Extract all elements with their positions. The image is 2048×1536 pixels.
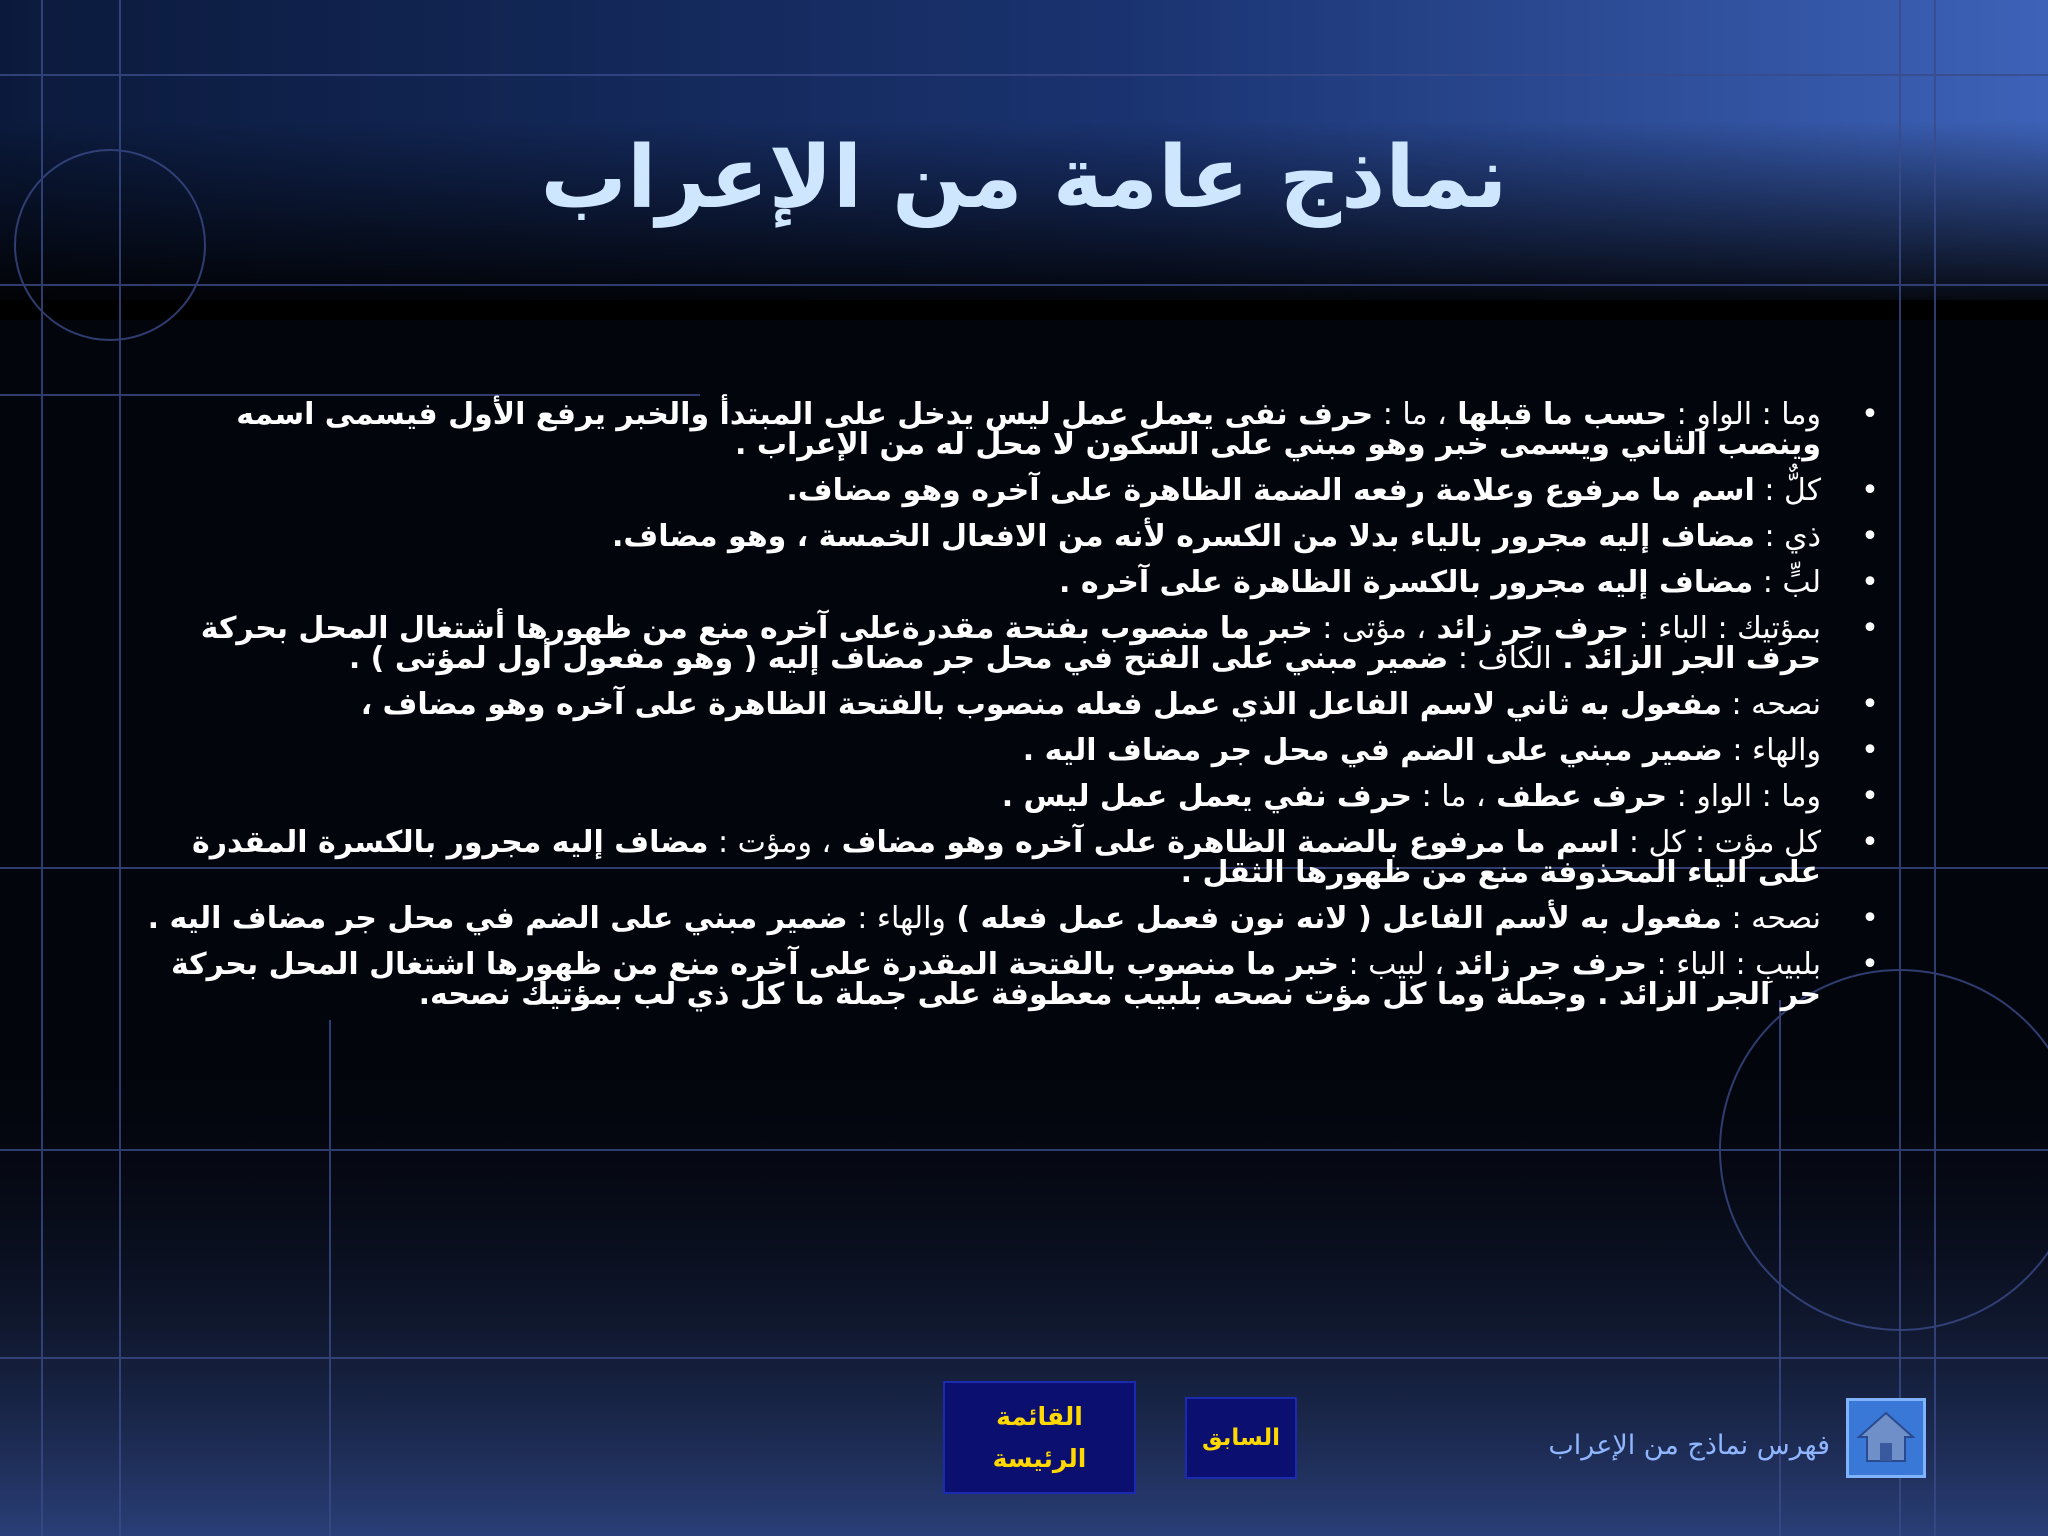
bullet-dot: • — [1861, 901, 1879, 936]
item-explanation: ضمير مبني على الضم في محل جر مضاف اليه . — [147, 901, 848, 936]
bullet-list — [135, 397, 1890, 1026]
item-explanation: مفعول به لأسم الفاعل ( لانه نون فعمل عمل فعله ) — [945, 901, 1722, 936]
item-keyword: الكاف : — [1448, 641, 1552, 676]
item-keyword: ، ومؤت : — [708, 825, 832, 860]
list-item — [135, 611, 1890, 676]
item-keyword: والهاء : — [847, 901, 946, 936]
previous-button[interactable] — [1185, 1397, 1297, 1479]
list-item — [135, 825, 1890, 890]
bullet-dot: • — [1861, 779, 1879, 814]
item-explanation: حسب ما قبلها — [1446, 397, 1668, 432]
item-explanation: ضمير مبني على الفتح في محل جر مضاف إليه ( وهو مفعول أول لمؤتى ) . — [348, 641, 1449, 676]
list-item — [135, 947, 1890, 1012]
item-keyword: لبٍّ : — [1753, 565, 1821, 600]
item-explanation: اسم ما مرفوع بالضمة الظاهرة على آخره وهو مضاف — [831, 825, 1620, 860]
slide-title: نماذج عامة من الإعراب — [540, 128, 1508, 228]
item-keyword: نصحه : — [1722, 901, 1821, 936]
item-keyword: ذي : — [1754, 519, 1821, 554]
list-item-text — [612, 519, 1821, 554]
bullet-dot: • — [1861, 565, 1879, 600]
list-item-text — [786, 473, 1821, 508]
main-menu-button[interactable] — [943, 1381, 1136, 1494]
item-keyword: والهاء : — [1722, 733, 1821, 768]
list-item — [135, 901, 1890, 936]
previous-label: السابق — [1202, 1425, 1280, 1451]
list-item-text — [361, 687, 1821, 722]
list-item-text — [201, 611, 1821, 676]
item-explanation: اسم ما مرفوع وعلامة رفعه الضمة الظاهرة على آخره وهو مضاف. — [786, 473, 1755, 508]
bullet-dot: • — [1861, 519, 1879, 554]
item-explanation: حرف نفى يعمل عمل ليس يدخل على المبتدأ والخبر يرفع الأول فيسمى اسمه وينصب الثاني ويسمى خبر وهو مبني على السكون لا محل له من الإعراب . — [236, 397, 1821, 462]
item-explanation: مضاف إليه مجرور بالكسرة المقدرة على الياء المحذوفة منع من ظهورها الثقل . — [192, 825, 1821, 890]
item-explanation: خبر ما منصوب بفتحة مقدرةعلى آخره منع من ظهورها أشتغال المحل بحركة حرف الجر الزائد . — [200, 611, 1821, 676]
list-item — [135, 397, 1890, 462]
list-item-text — [148, 901, 1821, 936]
item-explanation: حرف عطف — [1485, 779, 1668, 814]
bullet-dot: • — [1861, 687, 1879, 722]
list-item-text — [1059, 565, 1821, 600]
item-keyword: كلٌّ : — [1754, 473, 1821, 508]
home-button[interactable] — [1846, 1398, 1926, 1478]
item-keyword: ، لبيب : — [1339, 947, 1445, 982]
list-item-text — [192, 825, 1821, 890]
item-explanation: حرف جر زائد — [1444, 947, 1648, 982]
item-explanation: مفعول به ثاني لاسم الفاعل الذي عمل فعله منصوب بالفتحة الظاهرة على آخره وهو مضاف ، — [360, 687, 1722, 722]
item-keyword: بلبيبِ : الباء : — [1647, 947, 1821, 982]
bullet-dot: • — [1861, 611, 1879, 646]
bullet-dot: • — [1861, 473, 1879, 508]
item-keyword: بمؤتيك : الباء : — [1628, 611, 1821, 646]
list-item-text — [1023, 733, 1821, 768]
item-keyword: وما : الواو : — [1667, 397, 1821, 432]
item-keyword: وما : الواو : — [1667, 779, 1821, 814]
item-explanation: مضاف إليه مجرور بالياء بدلا من الكسره لأنه من الافعال الخمسة ، وهو مضاف. — [611, 519, 1755, 554]
bullet-dot: • — [1861, 733, 1879, 768]
item-explanation: ضمير مبني على الضم في محل جر مضاف اليه . — [1022, 733, 1723, 768]
main-menu-label-line2: الرئيسة — [992, 1443, 1087, 1473]
list-item — [135, 519, 1890, 554]
house-icon — [1849, 1401, 1923, 1475]
list-item — [135, 733, 1890, 768]
item-explanation: خبر ما منصوب بالفتحة المقدرة على آخره منع من ظهورها اشتغال المحل بحركة حر الجر الزائد . وجملة وما كل مؤت نصحه بلبيب معطوفة على جملة ما كل ذي لب بمؤتيك نصحه. — [170, 947, 1821, 1012]
list-item — [135, 565, 1890, 600]
item-keyword: ، ما : — [1412, 779, 1486, 814]
item-keyword: كل مؤت : كل : — [1619, 825, 1821, 860]
main-menu-label-line1: القائمة — [996, 1401, 1083, 1431]
bullet-dot: • — [1861, 825, 1879, 860]
bullet-dot: • — [1861, 947, 1879, 982]
list-item — [135, 687, 1890, 722]
list-item-text — [171, 947, 1821, 1012]
list-item-text — [1002, 779, 1821, 814]
item-keyword: نصحه : — [1722, 687, 1821, 722]
item-explanation: حرف نفي يعمل عمل ليس . — [1001, 779, 1413, 814]
bullet-dot: • — [1861, 397, 1879, 432]
item-explanation: مضاف إليه مجرور بالكسرة الظاهرة على آخره . — [1058, 565, 1754, 600]
index-link[interactable]: فهرس نماذج من الإعراب — [1548, 1430, 1830, 1461]
item-keyword: ، ما : — [1373, 397, 1447, 432]
item-keyword: ، مؤتى : — [1312, 611, 1427, 646]
list-item-text — [236, 397, 1821, 462]
item-explanation: حرف جر زائد — [1426, 611, 1629, 646]
list-item — [135, 779, 1890, 814]
list-item — [135, 473, 1890, 508]
